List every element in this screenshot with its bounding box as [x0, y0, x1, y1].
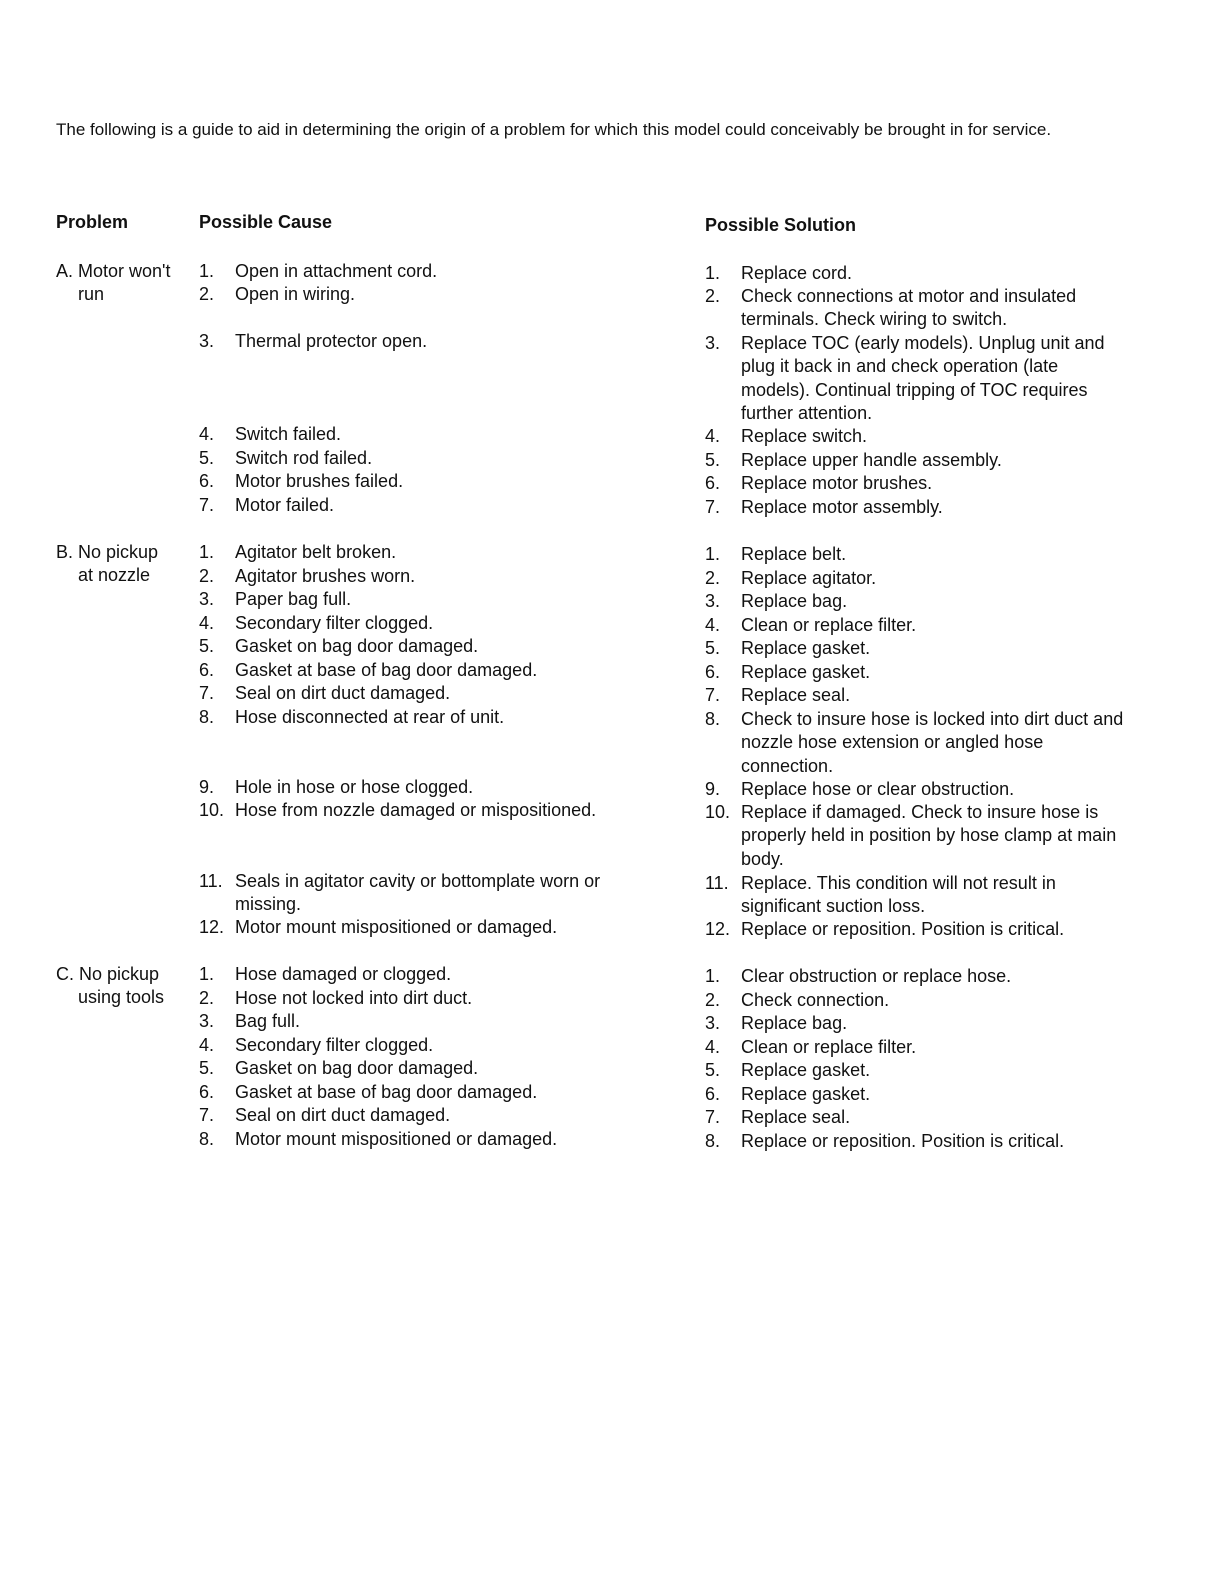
cause-number: 2. — [199, 988, 215, 1008]
cause-number: 2. — [199, 284, 215, 304]
cause-text: Gasket at base of bag door damaged. — [235, 660, 538, 680]
solution-text: Replace agitator. — [741, 568, 877, 588]
solution-text: Check connection. — [741, 990, 890, 1010]
cause-number: 7. — [199, 683, 215, 703]
solution-number: 5. — [705, 1060, 721, 1080]
solution-number: 2. — [705, 568, 721, 588]
solution-text: Check connections at motor and insulated terminals. Check wiring to switch. — [741, 286, 1077, 330]
solution-number: 1. — [705, 544, 721, 564]
solution-number: 6. — [705, 662, 721, 682]
solution-number: 7. — [705, 685, 721, 705]
cause-number: 4. — [199, 424, 215, 444]
cause-number: 7. — [199, 495, 215, 515]
cause-text: Hose from nozzle damaged or mispositioned. — [235, 800, 597, 820]
cause-number: 7. — [199, 1105, 215, 1125]
cause-text: Seal on dirt duct damaged. — [235, 683, 451, 703]
cause-number: 5. — [199, 636, 215, 656]
problem-b-line2: at nozzle — [78, 565, 151, 586]
solution-text: Clean or replace filter. — [741, 615, 917, 635]
cause-number: 10. — [199, 800, 225, 820]
cause-text: Secondary filter clogged. — [235, 1035, 434, 1055]
solution-number: 12. — [705, 919, 731, 939]
cause-text: Hole in hose or hose clogged. — [235, 777, 474, 797]
cause-text: Hose damaged or clogged. — [235, 964, 452, 984]
cause-text: Gasket at base of bag door damaged. — [235, 1082, 538, 1102]
cause-text: Motor brushes failed. — [235, 471, 404, 491]
cause-text: Motor mount mispositioned or damaged. — [235, 1129, 558, 1149]
solution-number: 5. — [705, 450, 721, 470]
cause-number: 11. — [199, 871, 223, 891]
cause-text: Motor failed. — [235, 495, 335, 515]
solution-text: Clear obstruction or replace hose. — [741, 966, 1012, 986]
solution-number: 4. — [705, 426, 721, 446]
cause-text: Hose disconnected at rear of unit. — [235, 707, 505, 727]
cause-text: Secondary filter clogged. — [235, 613, 434, 633]
cause-text: Hose not locked into dirt duct. — [235, 988, 473, 1008]
cause-text: Bag full. — [235, 1011, 301, 1031]
solution-number: 10. — [705, 802, 731, 822]
solution-text: Check to insure hose is locked into dirt duct and nozzle hose extension or angled hose connection. — [741, 709, 1124, 776]
solution-text: Replace bag. — [741, 591, 848, 611]
solution-text: Replace belt. — [741, 544, 847, 564]
cause-number: 6. — [199, 471, 215, 491]
solution-number: 6. — [705, 1084, 721, 1104]
solution-number: 7. — [705, 1107, 721, 1127]
cause-number: 1. — [199, 964, 215, 984]
cause-text: Switch rod failed. — [235, 448, 373, 468]
cause-number: 1. — [199, 542, 215, 562]
cause-number: 8. — [199, 707, 215, 727]
solution-text: Replace seal. — [741, 685, 851, 705]
solution-number: 4. — [705, 615, 721, 635]
solution-text: Replace motor assembly. — [741, 497, 943, 517]
solution-number: 3. — [705, 1013, 721, 1033]
solution-text: Replace gasket. — [741, 1060, 871, 1080]
cause-text: Paper bag full. — [235, 589, 352, 609]
solution-number: 11. — [705, 873, 729, 893]
solution-number: 8. — [705, 709, 721, 729]
solution-text: Replace seal. — [741, 1107, 851, 1127]
solution-number: 6. — [705, 473, 721, 493]
problem-c — [56, 963, 191, 1010]
header-problem: Problem — [56, 212, 129, 232]
cause-number: 9. — [199, 777, 215, 797]
solution-number: 3. — [705, 591, 721, 611]
problem-a-line1: A. Motor won't — [56, 261, 171, 281]
solution-number: 2. — [705, 286, 721, 306]
problem-a — [56, 260, 191, 307]
cause-text: Open in attachment cord. — [235, 261, 438, 281]
cause-text: Thermal protector open. — [235, 331, 428, 351]
header-possible-solution: Possible Solution — [705, 215, 857, 235]
problem-c-line2: using tools — [78, 987, 165, 1008]
cause-number: 6. — [199, 1082, 215, 1102]
solution-text: Replace or reposition. Position is critical. — [741, 919, 1065, 939]
solution-text: Replace cord. — [741, 263, 853, 283]
solution-text: Replace or reposition. Position is critical. — [741, 1131, 1065, 1151]
cause-text: Switch failed. — [235, 424, 342, 444]
cause-text: Agitator brushes worn. — [235, 566, 416, 586]
intro-paragraph: The following is a guide to aid in determining the origin of a problem for which this model could conceivably be brought in for service. — [56, 120, 1052, 139]
cause-text: Seal on dirt duct damaged. — [235, 1105, 451, 1125]
solution-text: Replace. This condition will not result in significant suction loss. — [741, 873, 1056, 917]
cause-text: Motor mount mispositioned or damaged. — [235, 917, 558, 937]
cause-text: Seals in agitator cavity or bottomplate worn or missing. — [235, 871, 601, 915]
cause-number: 3. — [199, 1011, 215, 1031]
cause-number: 12. — [199, 917, 225, 937]
solution-text: Replace gasket. — [741, 662, 871, 682]
cause-number: 4. — [199, 1035, 215, 1055]
solution-number: 7. — [705, 497, 721, 517]
cause-number: 2. — [199, 566, 215, 586]
solution-text: Replace hose or clear obstruction. — [741, 779, 1015, 799]
cause-text: Open in wiring. — [235, 284, 356, 304]
cause-text: Gasket on bag door damaged. — [235, 636, 479, 656]
problem-b — [56, 541, 191, 588]
solution-text: Replace switch. — [741, 426, 868, 446]
cause-text: Gasket on bag door damaged. — [235, 1058, 479, 1078]
cause-number: 3. — [199, 589, 215, 609]
solution-number: 2. — [705, 990, 721, 1010]
solution-text: Replace gasket. — [741, 1084, 871, 1104]
cause-number: 1. — [199, 261, 215, 281]
cause-number: 5. — [199, 1058, 215, 1078]
cause-text: Agitator belt broken. — [235, 542, 397, 562]
solution-text: Replace motor brushes. — [741, 473, 933, 493]
solution-text: Replace gasket. — [741, 638, 871, 658]
problem-c-line1: C. No pickup — [56, 964, 160, 984]
problem-b-line1: B. No pickup — [56, 542, 159, 562]
solution-number: 4. — [705, 1037, 721, 1057]
solution-number: 1. — [705, 966, 721, 986]
cause-number: 8. — [199, 1129, 215, 1149]
solution-text: Replace bag. — [741, 1013, 848, 1033]
solution-text: Replace upper handle assembly. — [741, 450, 1002, 470]
solution-number: 1. — [705, 263, 721, 283]
header-possible-cause: Possible Cause — [199, 212, 333, 232]
solution-number: 3. — [705, 333, 721, 353]
cause-number: 5. — [199, 448, 215, 468]
solution-text: Clean or replace filter. — [741, 1037, 917, 1057]
solution-number: 9. — [705, 779, 721, 799]
solution-number: 5. — [705, 638, 721, 658]
solution-number: 8. — [705, 1131, 721, 1151]
problem-a-line2: run — [78, 284, 105, 305]
cause-number: 4. — [199, 613, 215, 633]
solution-text: Replace TOC (early models). Unplug unit and plug it back in and check operation (late models). Continual tripping of TOC requires further attention. — [741, 333, 1105, 423]
cause-number: 6. — [199, 660, 215, 680]
cause-number: 3. — [199, 331, 215, 351]
solution-text: Replace if damaged. Check to insure hose is properly held in position by hose clamp at main body. — [741, 802, 1117, 869]
